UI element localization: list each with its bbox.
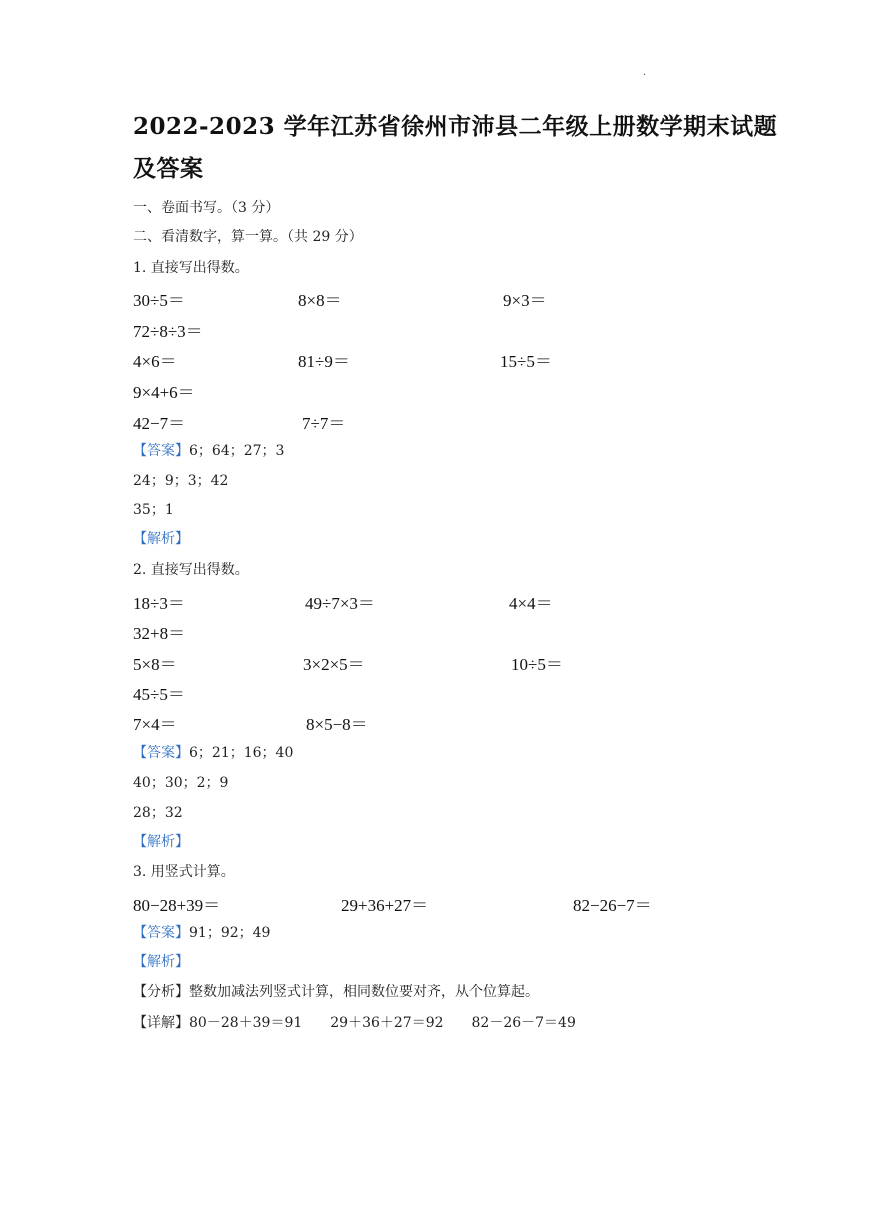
answer-tag: 【答案】 bbox=[133, 443, 189, 459]
q1-problem: 7÷7＝ bbox=[302, 414, 346, 433]
q2-answer-line3: 28；32 bbox=[133, 805, 183, 821]
q2-label: 2. 直接写出得数。 bbox=[133, 562, 249, 578]
q3-label: 3. 用竖式计算。 bbox=[133, 864, 235, 880]
section-2-heading: 二、看清数字，算一算。（共 29 分） bbox=[133, 229, 363, 245]
q2-analysis bbox=[133, 831, 189, 851]
q2-answer-line2: 40；30；2；9 bbox=[133, 775, 229, 791]
q1-problem: 9×4+6＝ bbox=[133, 383, 195, 402]
q3-answer bbox=[133, 922, 270, 942]
q1-label: 1. 直接写出得数。 bbox=[133, 260, 249, 276]
q2-problem: 7×4＝ bbox=[133, 715, 177, 734]
answer-tag: 【答案】 bbox=[133, 925, 189, 941]
section-1-heading: 一、卷面书写。（3 分） bbox=[133, 200, 280, 216]
q3-problem: 80−28+39＝ bbox=[133, 896, 221, 915]
analysis-tag: 【解析】 bbox=[133, 834, 189, 850]
q1-problem: 72÷8÷3＝ bbox=[133, 322, 203, 341]
q2-problem: 10÷5＝ bbox=[511, 655, 563, 674]
q1-answer-line3: 35；1 bbox=[133, 502, 174, 518]
answer-text: 91；92；49 bbox=[189, 925, 271, 941]
analysis-tag: 【解析】 bbox=[133, 954, 189, 970]
q1-answer bbox=[133, 440, 284, 460]
q2-problem: 8×5−8＝ bbox=[306, 715, 368, 734]
q1-problem: 42−7＝ bbox=[133, 414, 186, 433]
q1-problem: 30÷5＝ bbox=[133, 291, 185, 310]
document-title-line1: 2022-2023 学年江苏省徐州市沛县二年级上册数学期末试题 bbox=[133, 113, 778, 140]
q1-problem: 81÷9＝ bbox=[298, 352, 350, 371]
q3-problem: 29+36+27＝ bbox=[341, 896, 429, 915]
q1-analysis bbox=[133, 528, 189, 548]
q2-problem: 3×2×5＝ bbox=[303, 655, 365, 674]
page-dot: · bbox=[643, 70, 647, 81]
q1-problem: 4×6＝ bbox=[133, 352, 177, 371]
analysis-tag: 【解析】 bbox=[133, 531, 189, 547]
q2-problem: 18÷3＝ bbox=[133, 594, 185, 613]
q2-problem: 5×8＝ bbox=[133, 655, 177, 674]
q3-problem: 82−26−7＝ bbox=[573, 896, 652, 915]
q2-problem: 4×4＝ bbox=[509, 594, 553, 613]
q1-answer-line2: 24；9；3；42 bbox=[133, 473, 229, 489]
q2-problem: 32+8＝ bbox=[133, 624, 186, 643]
q1-problem: 15÷5＝ bbox=[500, 352, 552, 371]
document-title-line2: 及答案 bbox=[133, 155, 204, 182]
q3-fenxi: 【分析】整数加减法列竖式计算，相同数位要对齐，从个位算起。 bbox=[133, 984, 539, 1000]
answer-text: 6；64；27；3 bbox=[189, 443, 285, 459]
q1-problem: 9×3＝ bbox=[503, 291, 547, 310]
q2-problem: 49÷7×3＝ bbox=[305, 594, 375, 613]
q1-problem: 8×8＝ bbox=[298, 291, 342, 310]
q2-answer bbox=[133, 742, 293, 762]
answer-text: 6；21；16；40 bbox=[189, 745, 294, 761]
q3-xiangjie: 【详解】80－28＋39＝91 29＋36＋27＝92 82－26－7＝49 bbox=[133, 1015, 576, 1031]
answer-tag: 【答案】 bbox=[133, 745, 189, 761]
q3-analysis bbox=[133, 951, 189, 971]
q2-problem: 45÷5＝ bbox=[133, 685, 185, 704]
